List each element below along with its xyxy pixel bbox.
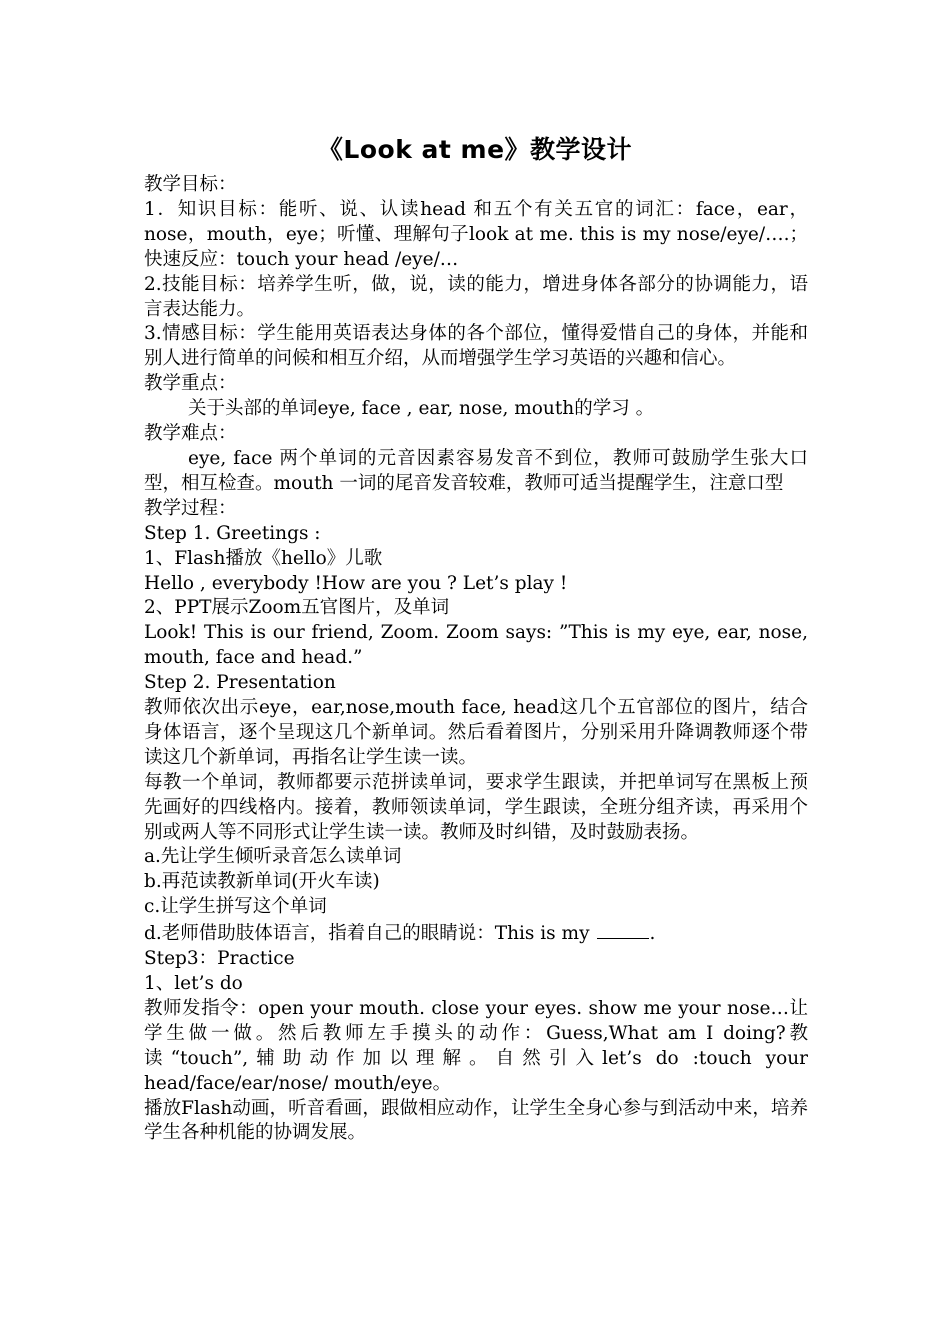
step-1-item-2: 2、PPT展示Zoom五官图片，及单词 [144, 597, 450, 619]
fill-in-blank [597, 920, 649, 939]
objective-emotion: 3.情感目标：学生能用英语表达身体的各个部位，懂得爱惜自己的身体，并能和别人进行简单的问候和相互介绍，从而增强学生学习英语的兴趣和信心。 [144, 323, 808, 370]
section-heading-difficulties: 教学难点： [144, 423, 237, 445]
list-item-d-text: d.老师借助肢体语言，指着自己的眼睛说：This is my [144, 923, 590, 945]
step-3-heading: Step3：Practice [144, 948, 295, 970]
document-title: 《Look at me》教学设计 [317, 135, 633, 164]
presentation-text-1: 教师依次出示eye，ear,nose,mouth face, head这几个五官部位的图片，结合身体语言，逐个呈现这几个新单词。然后看着图片，分别采用升降调教师逐个带读这几个新单词，再指名让学生读一读。 [144, 697, 808, 768]
zoom-dialogue: Look! This is our friend, Zoom. Zoom says: ”This is my eye, ear, nose, mouth, face and head.” [144, 622, 808, 669]
key-points-text: 关于头部的单词eye, face , ear, nose, mouth的学习 。 [188, 398, 655, 420]
list-item-c: c.让学生拼写这个单词 [144, 896, 327, 918]
practice-text-2: 播放Flash动画，听音看画，跟做相应动作，让学生全身心参与到活动中来，培养学生各种机能的协调发展。 [144, 1097, 808, 1144]
document-body [144, 173, 808, 1146]
blank-period: . [649, 923, 656, 945]
step-2-heading: Step 2. Presentation [144, 672, 336, 694]
step-1-heading: Step 1. Greetings : [144, 522, 321, 544]
objective-knowledge: 1．知识目标：能听、说、认读head 和五个有关五官的词汇：face，ear，nose，mouth，eye；听懂、理解句子look at me. this is my nose/eye/….；快速反应：touch your head /eye/… [144, 198, 808, 270]
practice-item-1: 1、let’s do [144, 973, 243, 994]
section-heading-key-points: 教学重点： [144, 373, 237, 395]
practice-text-1: 教师发指令：open your mouth. close your eyes. show me your nose…让学生做一做。然后教师左手摸头的动作：Guess,What am I doing?教读“touch”,辅助动作加以理解。自然引入let’s do :touch your head/face/ear/nose/ mouth/eye。 [144, 997, 808, 1094]
list-item-d [144, 920, 808, 947]
presentation-text-2: 每教一个单词，教师都要示范拼读单词，要求学生跟读，并把单词写在黑板上预先画好的四线格内。接着，教师领读单词，学生跟读，全班分组齐读，再采用个别或两人等不同形式让学生读一读。教师及时纠错，及时鼓励表扬。 [144, 771, 808, 843]
step-1-item-1: 1、Flash播放《hello》儿歌 [144, 547, 383, 569]
song-line: Hello , everybody !How are you ? Let’s play ! [144, 572, 568, 594]
section-heading-process: 教学过程： [144, 497, 237, 519]
difficulties-text: eye, face 两个单词的元音因素容易发音不到位，教师可鼓励学生张大口型，相互检查。mouth 一词的尾音发音较难，教师可适当提醒学生，注意口型 [144, 447, 808, 494]
section-heading-objectives: 教学目标： [144, 174, 237, 195]
objective-skill: 2.技能目标：培养学生听，做，说，读的能力，增进身体各部分的协调能力，语言表达能力。 [144, 273, 808, 320]
list-item-b: b.再范读教新单词(开火车读) [144, 871, 380, 893]
list-item-a: a.先让学生倾听录音怎么读单词 [144, 846, 402, 868]
